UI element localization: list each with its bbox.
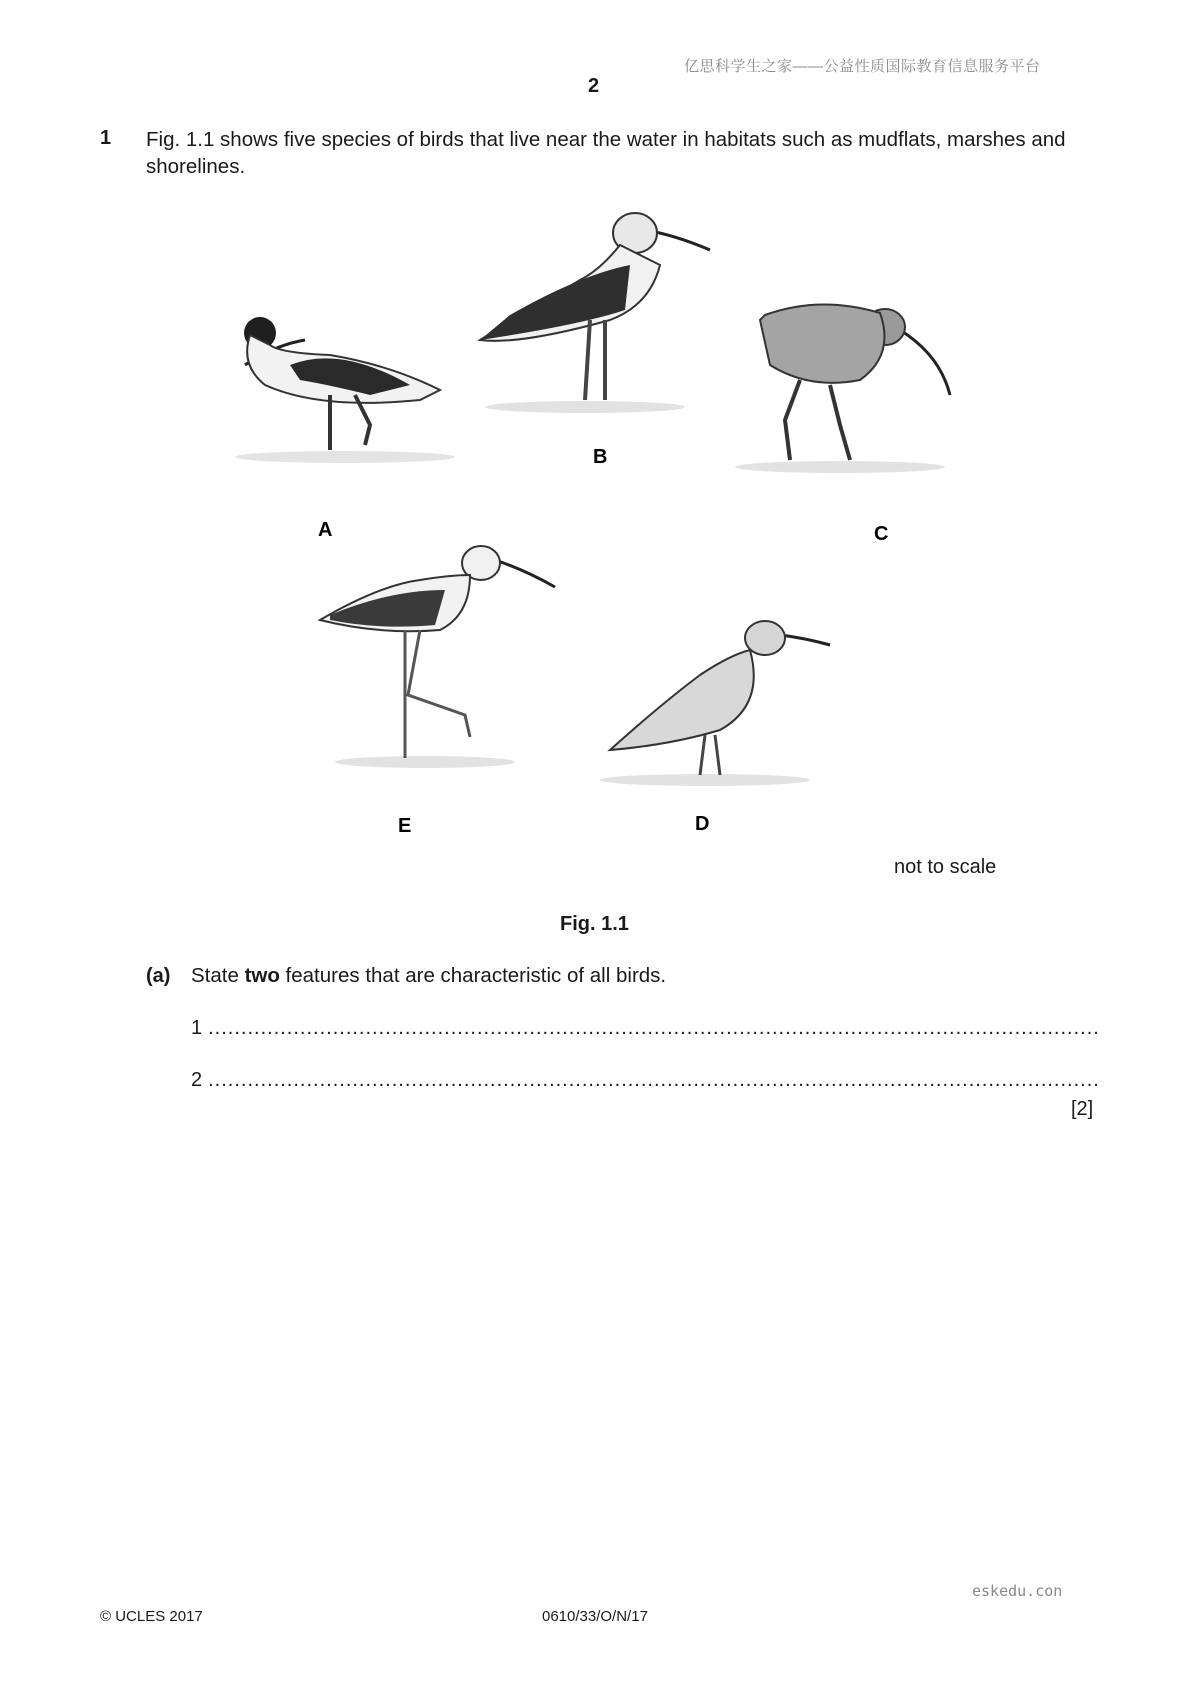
- answer-line-2[interactable]: 2 .....: [191, 1069, 1099, 1092]
- scale-note: not to scale: [894, 856, 997, 878]
- avocet-icon: [235, 317, 455, 463]
- watermark-header: 亿思科学生之家——公益性质国际教育信息服务平台: [684, 58, 1041, 75]
- page-number: 2: [588, 75, 600, 97]
- watermark-footer: eskedu.con: [972, 1582, 1063, 1600]
- bird-label-d: D: [695, 813, 710, 835]
- bird-label-b: B: [593, 446, 608, 468]
- curlew-icon: [735, 304, 950, 473]
- answer-line-1[interactable]: 1 .....: [191, 1017, 1099, 1040]
- part-a-question: State two features that are characteristic of all birds.: [191, 964, 667, 987]
- bird-label-c: C: [874, 523, 889, 545]
- figure-caption: Fig. 1.1: [560, 913, 629, 935]
- exam-code: 0610/33/O/N/17: [542, 1608, 648, 1625]
- part-a-label: (a): [146, 965, 171, 987]
- bird-label-e: E: [398, 815, 412, 837]
- question-text: Fig. 1.1 shows five species of birds that live near the water in habitats such as mudflats, marshes and shorelines.: [146, 128, 1066, 178]
- bird-label-a: A: [318, 519, 333, 541]
- sandpiper-icon: [600, 621, 830, 786]
- marks-indicator: [2]: [1071, 1098, 1094, 1120]
- stilt-wading-icon: [320, 546, 555, 768]
- figure-birds: [180, 195, 1040, 855]
- question-number: 1: [100, 127, 112, 149]
- copyright: © UCLES 2017: [100, 1608, 203, 1625]
- stilt-icon: [480, 213, 710, 413]
